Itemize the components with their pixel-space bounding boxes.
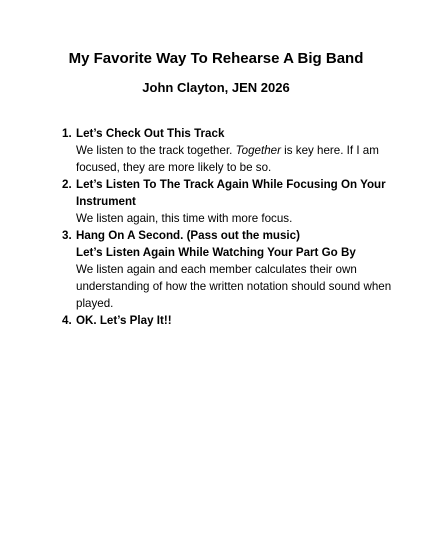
item-body-emphasis: Together (235, 144, 281, 157)
rehearsal-steps-list (62, 125, 402, 329)
item-body (76, 142, 402, 176)
item-number: 2. (62, 178, 72, 191)
item-number: 4. (62, 314, 72, 327)
item-heading: Let’s Listen To The Track Again While Focusing On Your Instrument (76, 178, 386, 208)
list-item-1 (62, 125, 402, 176)
list-item-4 (62, 312, 402, 329)
document-title: My Favorite Way To Rehearse A Big Band (68, 50, 364, 67)
document-subtitle: John Clayton, JEN 2026 (142, 80, 290, 95)
list-item-2 (62, 176, 402, 227)
item-body: We listen again and each member calculates their own understanding of how the written notation should sound when played. (76, 263, 392, 310)
item-heading: OK. Let’s Play It!! (76, 314, 172, 327)
item-number: 1. (62, 127, 72, 140)
item-body-text: is key here. If I am focused, they are more likely to be so. (76, 144, 379, 174)
item-number: 3. (62, 229, 72, 242)
item-heading: Let’s Check Out This Track (76, 127, 225, 140)
item-body-text: We listen to the track together. (76, 144, 236, 157)
item-subheading: Let’s Listen Again While Watching Your Part Go By (76, 246, 356, 259)
item-heading: Hang On A Second. (Pass out the music) (76, 229, 300, 242)
item-body: We listen again, this time with more focus. (76, 212, 293, 225)
list-item-3 (62, 227, 402, 312)
